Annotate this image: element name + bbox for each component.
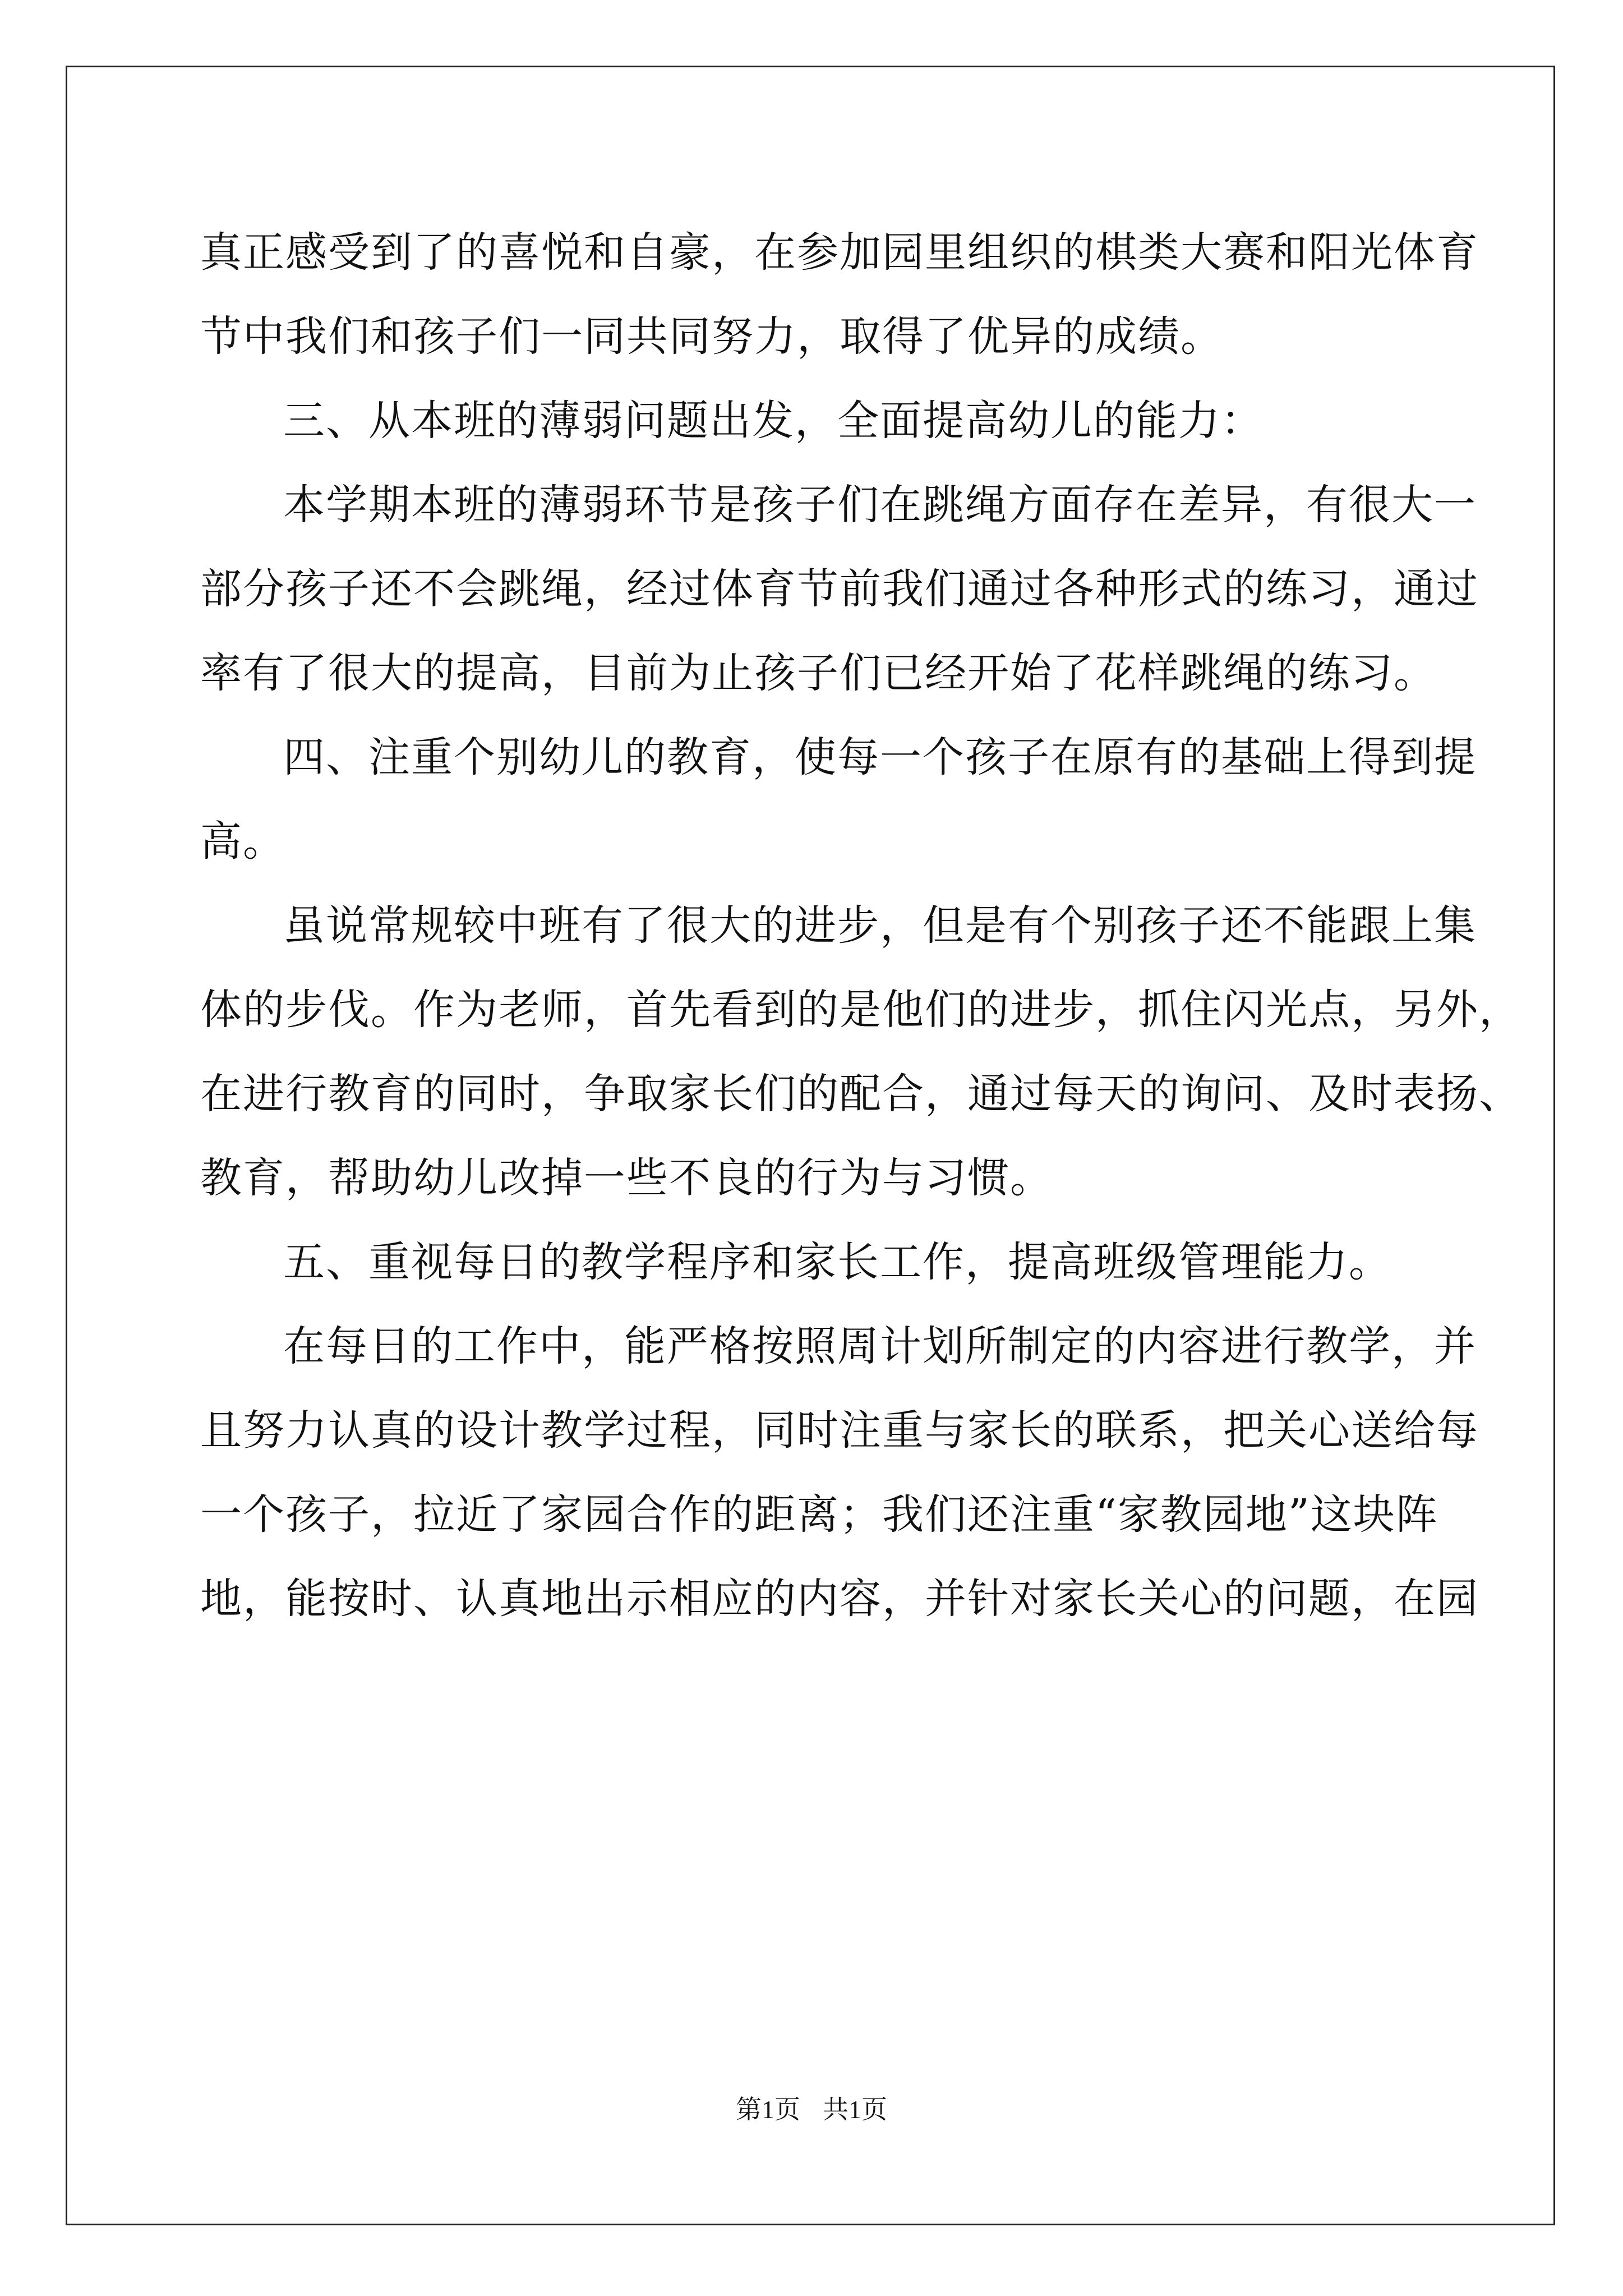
text-line: 本学期本班的薄弱环节是孩子们在跳绳方面存在差异，有很大一 <box>283 481 1477 529</box>
page-footer <box>0 2093 1623 2127</box>
text-line: 一个孩子，拉近了家园合作的距离；我们还注重“家教园地”这块阵 <box>200 1490 1438 1539</box>
page-number: 第1页 <box>736 2095 800 2124</box>
section-heading: 五、重视每日的教学程序和家长工作，提高班级管理能力。 <box>283 1238 1391 1286</box>
text-line: 真正感受到了的喜悦和自豪，在参加园里组织的棋类大赛和阳光体育 <box>200 228 1479 277</box>
text-line: 率有了很大的提高，目前为止孩子们已经开始了花样跳绳的练习。 <box>200 649 1436 697</box>
text-line: 教育，帮助幼儿改掉一些不良的行为与习惯。 <box>200 1154 1053 1202</box>
text-line: 部分孩子还不会跳绳，经过体育节前我们通过各种形式的练习，通过 <box>200 565 1479 613</box>
document-body <box>200 210 1521 1641</box>
section-heading: 四、注重个别幼儿的教育，使每一个孩子在原有的基础上得到提 <box>283 733 1477 781</box>
page-total: 共1页 <box>823 2095 887 2124</box>
text-line: 节中我们和孩子们一同共同努力，取得了优异的成绩。 <box>200 312 1223 361</box>
text-line: 地，能按时、认真地出示相应的内容，并针对家长关心的问题，在园 <box>200 1575 1479 1623</box>
text-line: 体的步伐。作为老师，首先看到的是他们的进步，抓住闪光点，另外， <box>200 986 1521 1034</box>
text-line: 且努力认真的设计教学过程，同时注重与家长的联系，把关心送给每 <box>200 1406 1479 1455</box>
text-line: 在进行教育的同时，争取家长们的配合，通过每天的询问、及时表扬、 <box>200 1070 1521 1118</box>
text-line: 虽说常规较中班有了很大的进步，但是有个别孩子还不能跟上集 <box>283 901 1477 950</box>
section-heading: 三、从本班的薄弱问题出发，全面提高幼儿的能力： <box>283 397 1264 445</box>
text-line: 高。 <box>200 817 285 866</box>
text-line: 在每日的工作中，能严格按照周计划所制定的内容进行教学，并 <box>283 1322 1477 1370</box>
